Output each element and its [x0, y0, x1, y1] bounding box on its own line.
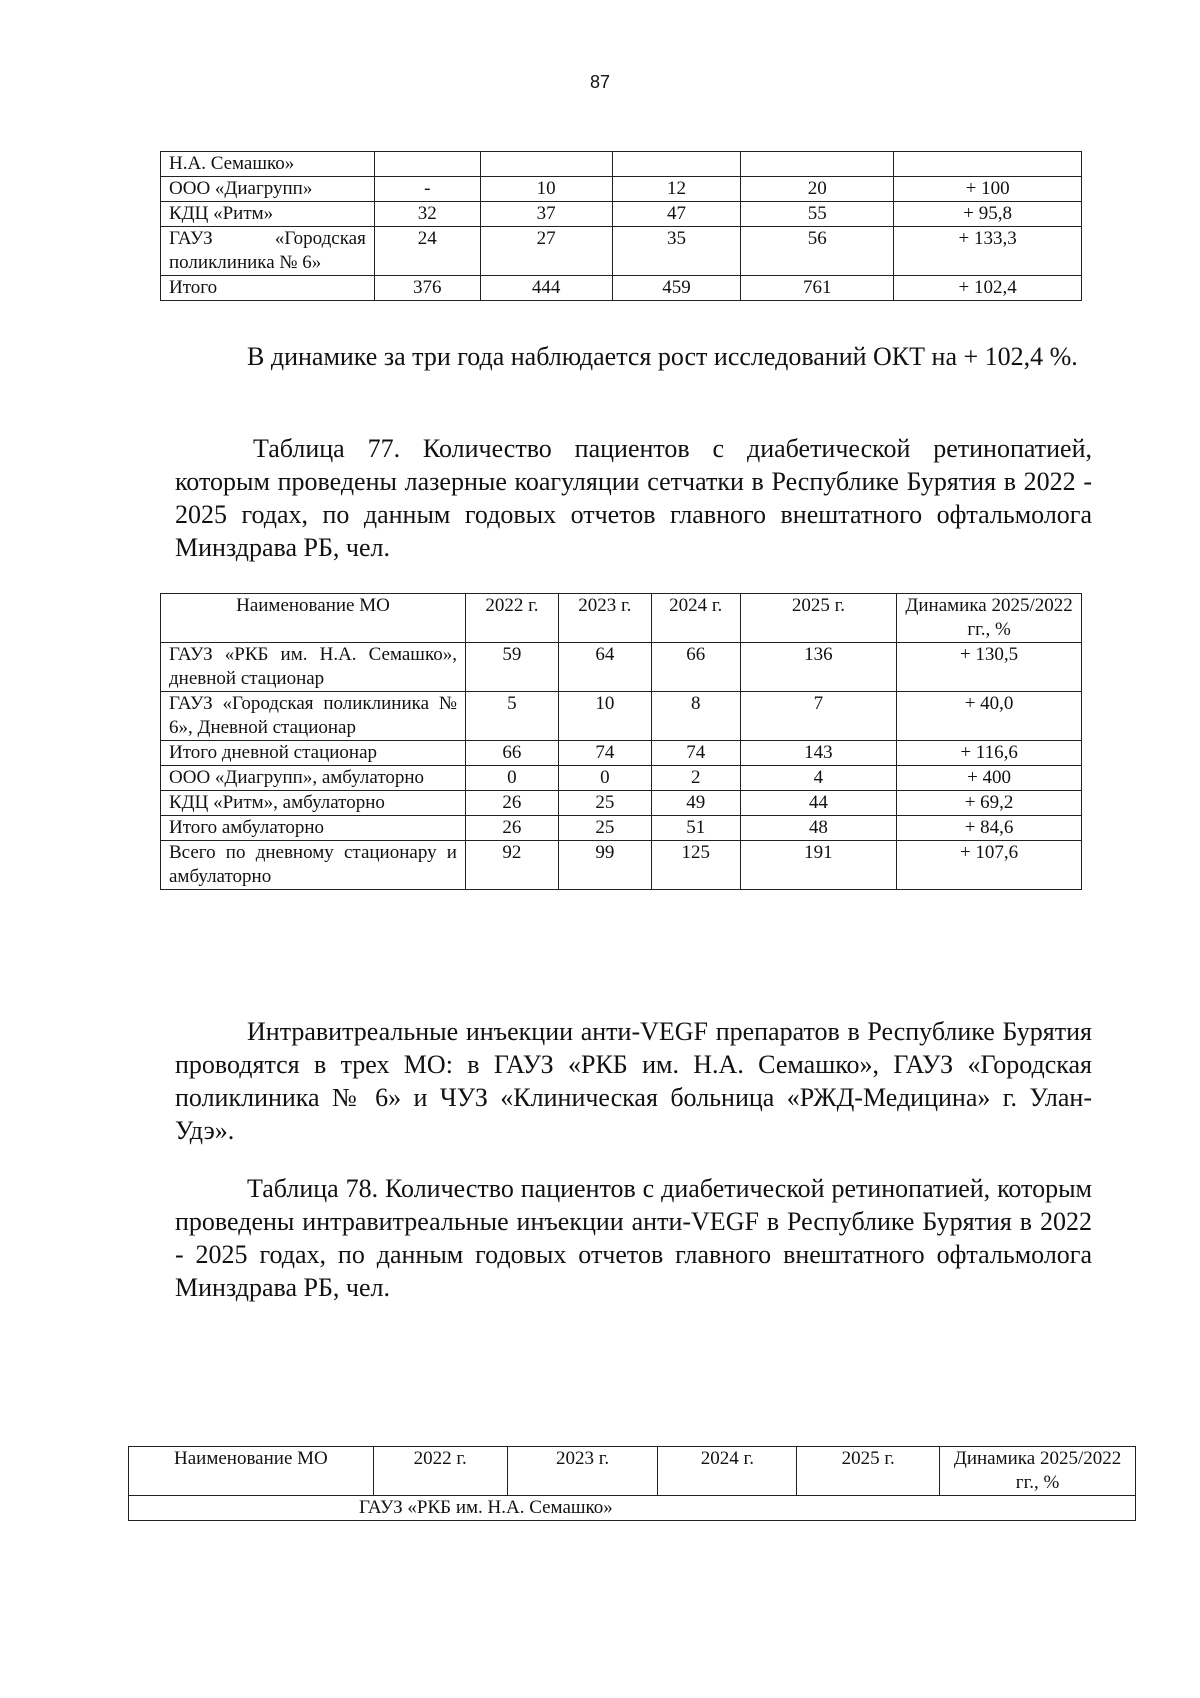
cell-value: 59: [465, 643, 558, 692]
paragraph-okt-dynamics: [175, 340, 1092, 373]
paragraph-text: Интравитреальные инъекции анти-VEGF препаратов в Республике Бурятия проводятся в трех МО: в ГАУЗ «РКБ им. Н.А. Семашко», ГАУЗ «Городская поликлиника № 6» и ЧУЗ «Клиническая больница «РЖД-Медицина» г. Улан-Удэ».: [175, 1017, 1092, 1145]
cell-value: 191: [740, 841, 897, 890]
cell-name: Всего по дневному стационару и амбулаторно: [161, 841, 466, 890]
header-2025: 2025 г.: [740, 594, 897, 643]
cell-name: КДЦ «Ритм», амбулаторно: [161, 791, 466, 816]
cell-value: 2: [651, 766, 740, 791]
header-2022: 2022 г.: [465, 594, 558, 643]
cell-dynamics: + 400: [897, 766, 1082, 791]
cell-value: 7: [740, 692, 897, 741]
table-row: [161, 202, 1082, 227]
cell-value: 143: [740, 741, 897, 766]
cell-value: 24: [374, 227, 480, 276]
cell-dynamics: + 100: [894, 177, 1082, 202]
cell-value: 74: [558, 741, 651, 766]
cell-value: 55: [741, 202, 894, 227]
cell-value: 10: [558, 692, 651, 741]
cell-value: 136: [740, 643, 897, 692]
cell-name: КДЦ «Ритм»: [161, 202, 375, 227]
cell-value: 56: [741, 227, 894, 276]
cell-value: 444: [480, 276, 612, 301]
cell-dynamics: + 95,8: [894, 202, 1082, 227]
table-row: [161, 152, 1082, 177]
cell-value: 26: [465, 816, 558, 841]
cell-value: 12: [612, 177, 741, 202]
cell-value: 35: [612, 227, 741, 276]
cell-value: [741, 152, 894, 177]
cell-value: 74: [651, 741, 740, 766]
table-row: [161, 791, 1082, 816]
cell-dynamics: + 40,0: [897, 692, 1082, 741]
table-78: [128, 1446, 1136, 1521]
header-2023: 2023 г.: [507, 1447, 658, 1496]
table-row: [161, 692, 1082, 741]
cell-value: 44: [740, 791, 897, 816]
table-77-caption: [175, 432, 1092, 564]
cell-dynamics: + 130,5: [897, 643, 1082, 692]
table-78-caption: [175, 1172, 1092, 1304]
cell-value: 26: [465, 791, 558, 816]
table-row-subtotal: [161, 816, 1082, 841]
cell-value: 27: [480, 227, 612, 276]
table-top-continuation: [160, 151, 1082, 301]
header-name: Наименование МО: [161, 594, 466, 643]
cell-value: 5: [465, 692, 558, 741]
page-number: 87: [589, 72, 611, 92]
table-section-row: [129, 1496, 1136, 1521]
cell-name: ООО «Диагрупп»: [161, 177, 375, 202]
cell-value: 8: [651, 692, 740, 741]
cell-value: 25: [558, 791, 651, 816]
header-name: Наименование МО: [129, 1447, 374, 1496]
header-2024: 2024 г.: [651, 594, 740, 643]
paragraph-text: В динамике за три года наблюдается рост исследований ОКТ на + 102,4 %.: [247, 342, 1078, 371]
cell-value: 0: [558, 766, 651, 791]
cell-value: 459: [612, 276, 741, 301]
cell-value: 4: [740, 766, 897, 791]
cell-value: 37: [480, 202, 612, 227]
caption-text: Таблица 78. Количество пациентов с диабетической ретинопатией, которым проведены интравитреальные инъекции анти-VEGF в Республике Бурятия в 2022 - 2025 годах, по данным годовых отчетов главного внештатного офтальмолога Минздрава РБ, чел.: [175, 1174, 1092, 1302]
cell-name: Итого амбулаторно: [161, 816, 466, 841]
caption-text: Таблица 77. Количество пациентов с диабетической ретинопатией, которым проведены лазерные коагуляции сетчатки в Республике Бурятия в 2022 - 2025 годах, по данным годовых отчетов главного внештатного офтальмолога Минздрава РБ, чел.: [175, 434, 1092, 562]
header-dynamics: Динамика 2025/2022 гг., %: [940, 1447, 1136, 1496]
table-row: [161, 227, 1082, 276]
cell-value: [480, 152, 612, 177]
cell-value: 125: [651, 841, 740, 890]
cell-value: 10: [480, 177, 612, 202]
cell-name: Н.А. Семашко»: [161, 152, 375, 177]
cell-value: 48: [740, 816, 897, 841]
cell-value: 92: [465, 841, 558, 890]
table-row: [161, 177, 1082, 202]
cell-name: Итого дневной стационар: [161, 741, 466, 766]
cell-value: 0: [465, 766, 558, 791]
table-row-total: [161, 276, 1082, 301]
header-dynamics: Динамика 2025/2022 гг., %: [897, 594, 1082, 643]
cell-dynamics: + 116,6: [897, 741, 1082, 766]
section-title: ГАУЗ «РКБ им. Н.А. Семашко»: [129, 1496, 1136, 1521]
cell-value: 20: [741, 177, 894, 202]
cell-name: Итого: [161, 276, 375, 301]
table-header: [161, 594, 1082, 643]
cell-name: ООО «Диагрупп», амбулаторно: [161, 766, 466, 791]
cell-value: 32: [374, 202, 480, 227]
cell-dynamics: + 107,6: [897, 841, 1082, 890]
table-row: [161, 643, 1082, 692]
cell-dynamics: + 102,4: [894, 276, 1082, 301]
table-77: [160, 593, 1082, 890]
cell-value: 66: [651, 643, 740, 692]
cell-value: 51: [651, 816, 740, 841]
cell-name: ГАУЗ «Городская поликлиника № 6», Дневной стационар: [161, 692, 466, 741]
cell-value: 25: [558, 816, 651, 841]
cell-dynamics: + 84,6: [897, 816, 1082, 841]
cell-value: 49: [651, 791, 740, 816]
table-row-total: [161, 841, 1082, 890]
header-2022: 2022 г.: [373, 1447, 507, 1496]
cell-value: [612, 152, 741, 177]
cell-value: 761: [741, 276, 894, 301]
cell-name: ГАУЗ «РКБ им. Н.А. Семашко», дневной стационар: [161, 643, 466, 692]
cell-value: 64: [558, 643, 651, 692]
table-header: [129, 1447, 1136, 1496]
cell-dynamics: [894, 152, 1082, 177]
header-2024: 2024 г.: [658, 1447, 797, 1496]
cell-dynamics: + 69,2: [897, 791, 1082, 816]
cell-value: 376: [374, 276, 480, 301]
header-2025: 2025 г.: [797, 1447, 940, 1496]
cell-value: -: [374, 177, 480, 202]
cell-name: ГАУЗ «Городская поликлиника № 6»: [161, 227, 375, 276]
paragraph-anti-vegf: [175, 1015, 1092, 1147]
cell-value: 47: [612, 202, 741, 227]
cell-value: [374, 152, 480, 177]
cell-value: 99: [558, 841, 651, 890]
header-2023: 2023 г.: [558, 594, 651, 643]
cell-value: 66: [465, 741, 558, 766]
table-row: [161, 766, 1082, 791]
table-row-subtotal: [161, 741, 1082, 766]
cell-dynamics: + 133,3: [894, 227, 1082, 276]
